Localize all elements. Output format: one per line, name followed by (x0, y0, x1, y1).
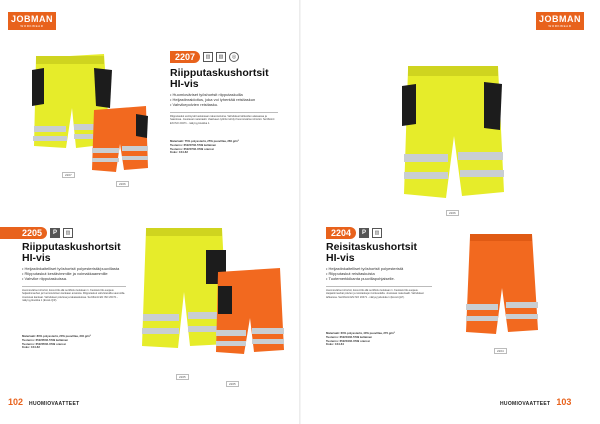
logo-wordmark: JOBMAN (538, 14, 581, 24)
product-code-badge: 2207 (170, 51, 200, 63)
title-line: HI-vis (326, 252, 355, 264)
shorts-orange-2205 (216, 268, 284, 354)
photo-caption: 2207 (62, 172, 75, 178)
pictogram-p-icon: P (359, 228, 369, 238)
title-line: Riipputaskushortsit (22, 241, 121, 253)
feature-item: • Heijastinkaitelliset työshortsit polyesteristä (326, 266, 438, 271)
pictogram-p-icon: P (50, 228, 60, 238)
product-title-2207 (170, 68, 269, 90)
product-code-badge: 2205 (0, 227, 47, 239)
shorts-orange-2207 (92, 106, 148, 172)
product-description-2204: Huomioväriset shortsit, Excel-CE-HE sertifioitu luokkaan 1. Kestävä CE-suojaus. Heijastinnauhat polvien ja reisitaskujen korkeudella. Joustavat materiaalit. Vahvikkeet lahkeissa. Sertifiointi EN ISO 20471 - näkyvyysluokka 1 (Excel-Q/Z). (326, 286, 432, 299)
title-line: HI-vis (170, 78, 199, 90)
feature-item: • Tuotemerkkikanta puuvillapohjaiselle. (326, 276, 438, 281)
page-number: 103 (556, 397, 572, 407)
spec-color: Tuotenro: 65220702-3799 oranssi (170, 146, 214, 151)
feature-item: • Riipputaskut reisitaskuista (326, 271, 438, 276)
jobman-logo (8, 12, 56, 30)
section-title: HUOMIOVAATTEET (29, 401, 80, 407)
spec-material: Materiaali: 80% polyesteriä, 20% puuvillaa, 340 g/m² (22, 334, 91, 338)
title-line: Reisitaskushortsit (326, 241, 418, 253)
feature-list-2204 (326, 266, 438, 282)
feature-list-2205 (22, 266, 132, 282)
product-header-2205 (0, 227, 73, 239)
spec-color: Tuotenro: 65220402-5799 keltainen (326, 334, 373, 339)
product-photo-2207-large (400, 64, 508, 204)
photo-caption: 2206 (446, 210, 459, 216)
feature-item: • Vahvikepolvien reisitasku. (170, 102, 280, 107)
product-photo-2204 (464, 232, 540, 342)
oeko-tex-icon: ◎ (229, 52, 239, 62)
spec-sizes: Koko: C44-62 (170, 150, 188, 155)
product-header-2207 (170, 51, 239, 63)
spec-material: Materiaali: 75% polyesteriä, 25% puuvillaa, 260 g/m² (170, 139, 239, 143)
product-specs-2207 (170, 140, 280, 155)
feature-item: • Heijastinraidoitus, joka voi lyhentää reisitaskun (170, 97, 280, 102)
photo-caption: 2205 (176, 374, 189, 380)
product-code-badge: 2204 (326, 227, 356, 239)
hivis-cert-icon: ▥ (63, 228, 73, 238)
product-photo-2207 (30, 48, 150, 178)
feature-item: • Riipputaskut kestävimmille ja voimakkaammille (22, 271, 132, 276)
spec-color: Tuotenro: 65220502-3799 oranssi (22, 341, 66, 346)
product-header-2204 (326, 227, 382, 239)
logo-tagline: WORKWEAR (548, 24, 572, 28)
standard-cert-icon: ▧ (216, 52, 226, 62)
right-page (300, 0, 600, 424)
product-description-2205: Huomioväriset shortsit, Excel-CE-HE sertifioitu luokkaan 1. Kestävä CE-suojaus heijastinnauhan ja huomiovärisen kankaan ansiosta. Riipputaskut vahvistetuilla saumoilla. Joustavat kankaat. Vahvikkeet polvissa ja takataskuissa. Sertifiointi EN ISO 20471 - näkyvyysluokka 1 (Excel-Q/Z). (22, 286, 126, 303)
spec-color: Tuotenro: 65220402-3799 oranssi (326, 338, 370, 343)
product-photo-2205 (140, 226, 290, 361)
product-specs-2205 (22, 335, 132, 350)
product-title-2205 (22, 242, 121, 264)
spec-sizes: Koko: C44-64 (326, 342, 344, 347)
spec-sizes: Koko: C44-62 (22, 345, 40, 350)
photo-caption: 2206 (116, 181, 129, 187)
feature-item: • Vahvike riipputaskuissa. (22, 276, 132, 281)
page-number: 102 (8, 397, 24, 407)
product-specs-2204 (326, 332, 438, 347)
shorts-yellow-2205 (142, 228, 228, 348)
page-footer-right (500, 397, 571, 407)
feature-item: • Heijastinkaitelliset työshortsit polyesteristä/puuvillasta (22, 266, 132, 271)
product-title-2204 (326, 242, 417, 264)
spec-material: Materiaali: 60% polyesteriä, 40% puuvillaa, 270 g/m² (326, 331, 395, 335)
spec-color: Tuotenro: 65220502-5799 keltainen (22, 337, 69, 342)
title-line: HI-vis (22, 252, 51, 264)
hivis-cert-icon: ▥ (203, 52, 213, 62)
spec-color: Tuotenro: 65220702-5799 keltainen (170, 142, 217, 147)
title-line: Riipputaskushortsit (170, 67, 269, 79)
logo-tagline: WORKWEAR (20, 24, 44, 28)
product-description-2207: Riipputaskut esiintyvät keskiosaan rakennettuina. Vahvikkeet lahkeiden alaosassa ja haaroissa. Joustavat materiaalit. Vaativaan työhön tehdyt huomioväriset shortsit. Sertifiointi EN ISO 20471 - näkyvyysluokka 1. (170, 112, 278, 125)
hivis-cert-icon: ▥ (372, 228, 382, 238)
section-title: HUOMIOVAATTEET (500, 401, 551, 407)
jobman-logo (536, 12, 584, 30)
feature-list-2207 (170, 92, 280, 108)
logo-wordmark: JOBMAN (10, 14, 53, 24)
photo-caption: 2205 (226, 381, 239, 387)
photo-caption: 2204 (494, 348, 507, 354)
page-footer-left (8, 397, 79, 407)
feature-item: • Huomioväriset työshortsit riipputaskuilla (170, 92, 280, 97)
